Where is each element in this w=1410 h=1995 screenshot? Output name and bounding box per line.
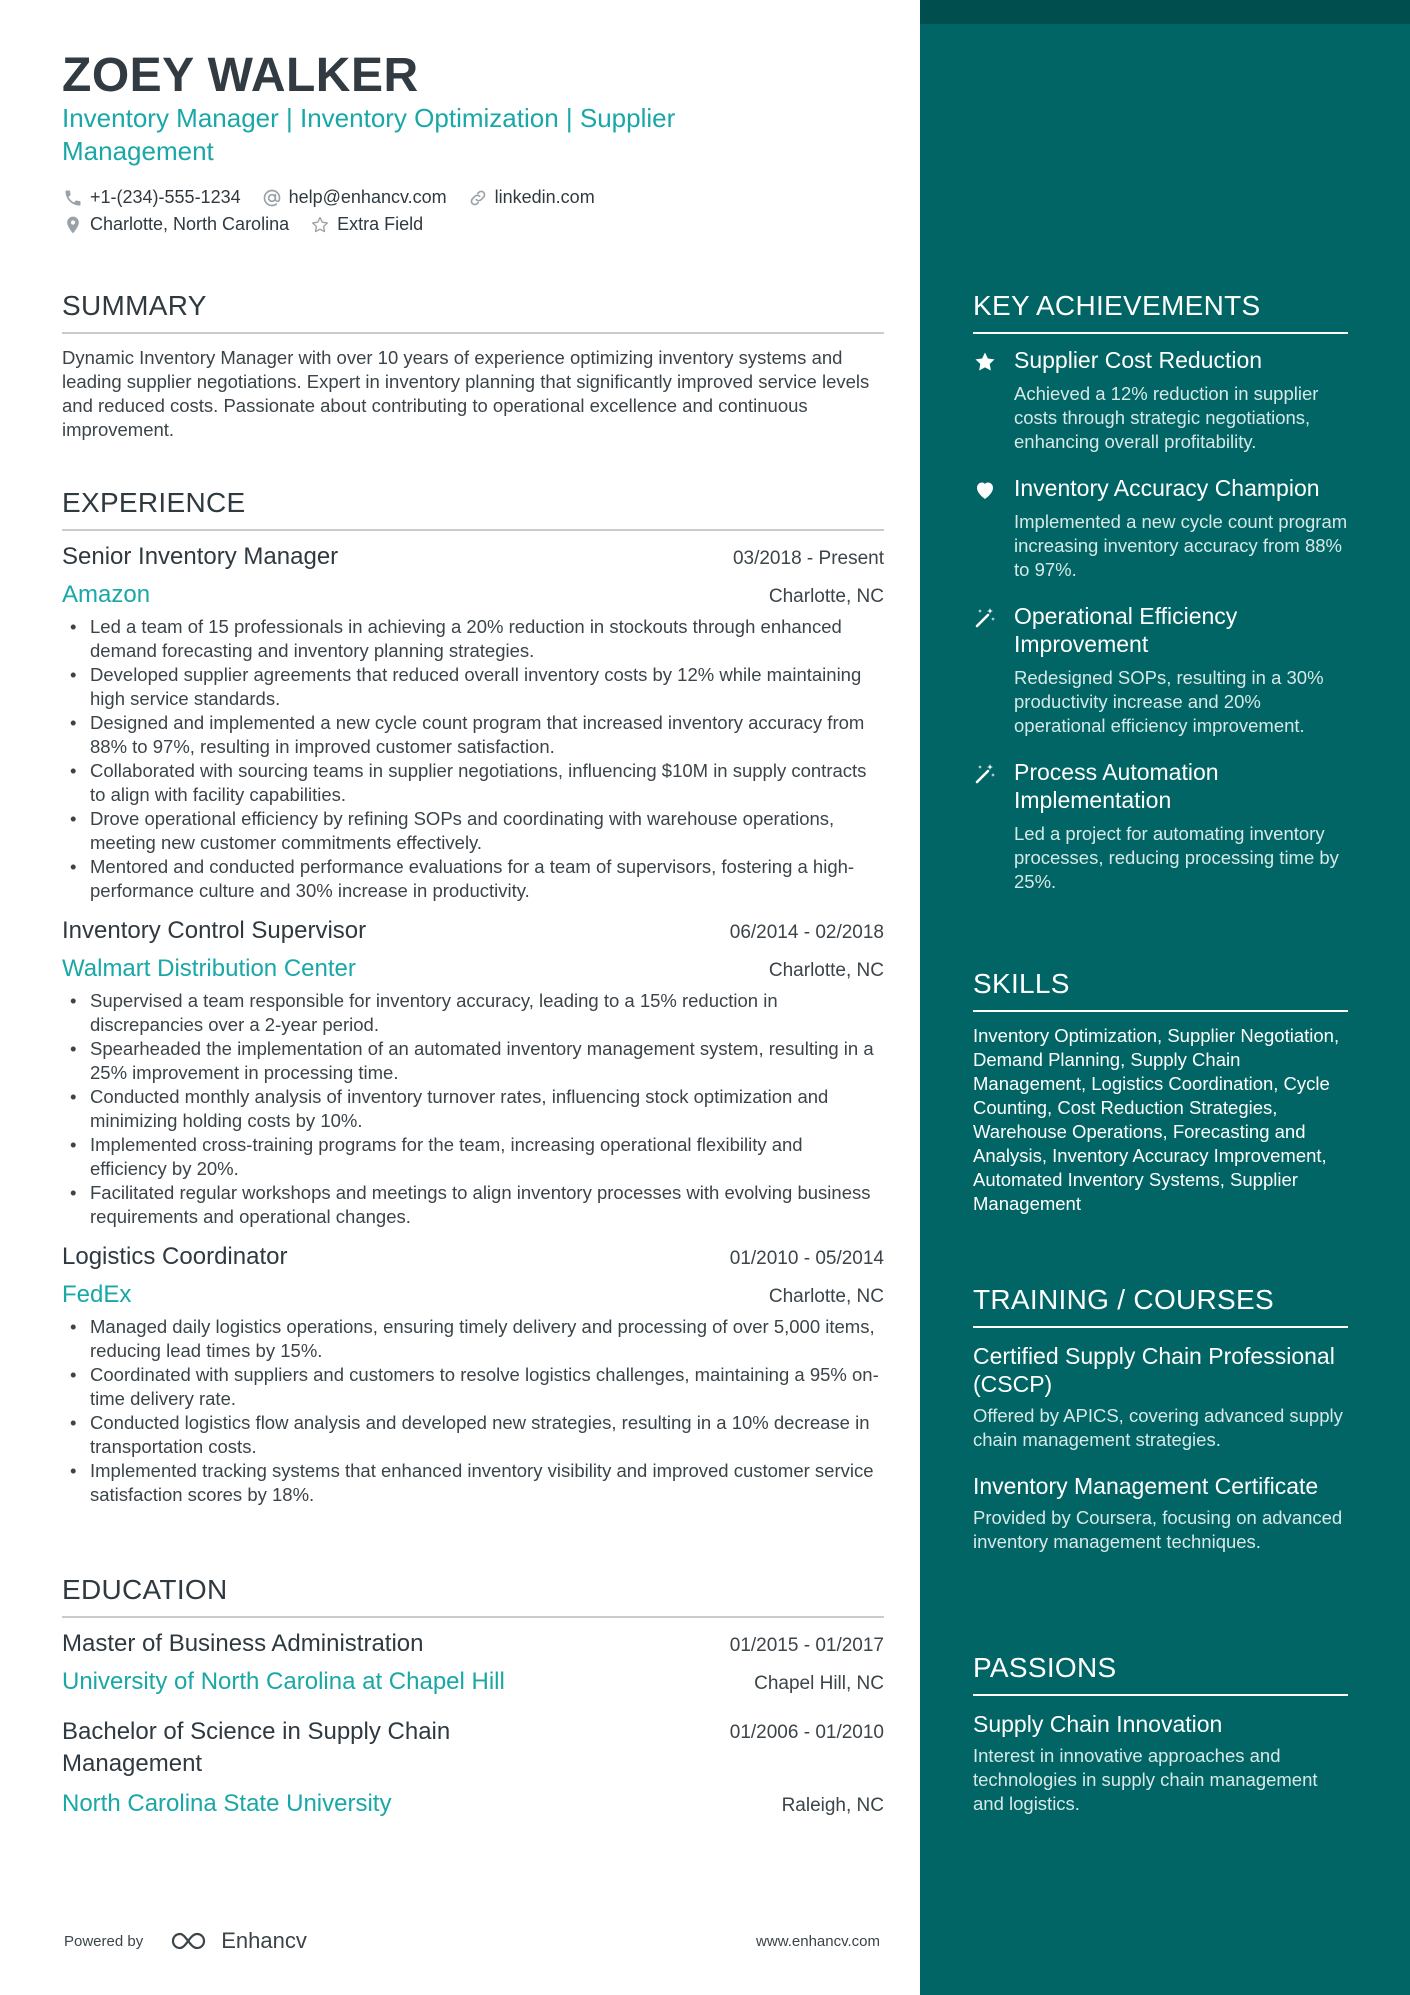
bullet-item: • Drove operational efficiency by refining SOPs and coordinating with warehouse operations, meeting new customer commitments effectively.	[62, 807, 884, 855]
bullet-item: • Conducted monthly analysis of inventory turnover rates, influencing stock optimization and minimizing holding costs by 10%.	[62, 1085, 884, 1133]
achievement-desc: Redesigned SOPs, resulting in a 30% productivity increase and 20% operational efficiency improvement.	[1014, 667, 1324, 736]
sidebar-top-bar	[920, 0, 1410, 24]
footer	[64, 1928, 880, 1954]
sidebar	[920, 0, 1410, 1995]
achievement-title: Inventory Accuracy Champion	[1014, 475, 1320, 501]
magic-wand-icon	[973, 602, 1001, 738]
summary-title: SUMMARY	[62, 290, 884, 334]
bullet-item: • Led a team of 15 professionals in achieving a 20% reduction in stockouts through enhanced demand forecasting and inventory planning strategies.	[62, 615, 884, 663]
job-location: Charlotte, NC	[768, 960, 884, 981]
link-icon	[467, 187, 489, 209]
bullet-item: • Coordinated with suppliers and customers to resolve logistics challenges, maintaining a 95% on-time delivery rate.	[62, 1363, 884, 1411]
achievement-desc: Implemented a new cycle count program increasing inventory accuracy from 88% to 97%.	[1014, 511, 1348, 580]
job-title: Inventory Control Supervisor	[62, 917, 367, 944]
contact-phone	[62, 187, 241, 209]
bullet-item: • Spearheaded the implementation of an automated inventory management system, resulting in a 25% improvement in processing time.	[62, 1037, 884, 1085]
candidate-name: ZOEY WALKER	[62, 49, 419, 102]
phone-text: +1-(234)-555-1234	[90, 187, 241, 207]
bullet-item: • Mentored and conducted performance evaluations for a team of supervisors, fostering a high-performance culture and 30% increase in productivity.	[62, 855, 884, 903]
education-section	[62, 1574, 884, 1818]
school-location: Raleigh, NC	[781, 1795, 884, 1816]
school-location: Chapel Hill, NC	[754, 1673, 884, 1694]
bullet-item: • Implemented tracking systems that enhanced inventory visibility and improved customer service satisfaction scores by 18%.	[62, 1459, 884, 1507]
job-dates: 01/2010 - 05/2014	[729, 1248, 884, 1269]
summary-text: Dynamic Inventory Manager with over 10 years of experience optimizing inventory systems and leading supplier negotiations. Expert in inventory planning that significantly improved service levels and reduced costs. Passionate about contributing to operational excellence and continuous improvement.	[62, 347, 870, 440]
passion-title: Supply Chain Innovation	[973, 1711, 1223, 1737]
extra-field-text: Extra Field	[337, 214, 424, 234]
magic-wand-icon	[973, 758, 1001, 894]
job-location: Charlotte, NC	[768, 586, 884, 607]
degree-title: Master of Business Administration	[62, 1630, 424, 1657]
bullet-item: • Managed daily logistics operations, ensuring timely delivery and processing of over 5,000 items, reducing lead times by 15%.	[62, 1315, 884, 1363]
passion-item	[973, 1710, 1348, 1816]
experience-section	[62, 487, 884, 1507]
at-sign-icon	[261, 187, 283, 209]
school-name: North Carolina State University	[62, 1790, 392, 1817]
achievement-desc: Achieved a 12% reduction in supplier costs through strategic negotiations, enhancing overall profitability.	[1014, 383, 1319, 452]
skills-text: Inventory Optimization, Supplier Negotiation, Demand Planning, Supply Chain Management, Logistics Coordination, Cycle Counting, Cost Reduction Strategies, Warehouse Operations, Forecasting and Analysis, Inventory Accuracy Improvement, Automated Inventory Systems, Supplier Management	[973, 1025, 1340, 1214]
bullet-item: • Conducted logistics flow analysis and developed new strategies, resulting in a 10% decrease in transportation costs.	[62, 1411, 884, 1459]
powered-by	[64, 1928, 307, 1954]
job-location: Charlotte, NC	[768, 1286, 884, 1307]
email-text[interactable]: help@enhancv.com	[288, 187, 447, 207]
location-pin-icon	[62, 214, 84, 236]
job-entry	[62, 1243, 884, 1507]
company-name: Walmart Distribution Center	[62, 955, 356, 982]
job-bullets	[62, 989, 884, 1229]
phone-icon	[62, 187, 84, 209]
enhancv-logo-icon	[169, 1929, 215, 1953]
education-entry	[62, 1630, 884, 1696]
achievement-item	[973, 346, 1348, 454]
course-desc: Offered by APICS, covering advanced supply chain management strategies.	[973, 1405, 1343, 1450]
linkedin-text[interactable]: linkedin.com	[494, 187, 595, 207]
course-item	[973, 1472, 1348, 1554]
company-name: FedEx	[62, 1281, 132, 1308]
education-dates: 01/2006 - 01/2010	[729, 1722, 884, 1743]
contact-location	[62, 214, 289, 236]
skills-title: SKILLS	[973, 968, 1348, 1012]
course-title: Certified Supply Chain Professional (CSCP)	[973, 1343, 1335, 1397]
powered-by-label: Powered by	[64, 1932, 144, 1950]
achievement-title: Process Automation Implementation	[1014, 759, 1219, 813]
passions-section	[973, 1652, 1348, 1816]
degree-title: Bachelor of Science in Supply Chain Management	[62, 1718, 451, 1777]
job-bullets	[62, 615, 884, 903]
job-dates: 06/2014 - 02/2018	[729, 922, 884, 943]
bullet-item: • Designed and implemented a new cycle count program that increased inventory accuracy from 88% to 97%, resulting in improved customer satisfaction.	[62, 711, 884, 759]
education-dates: 01/2015 - 01/2017	[729, 1635, 884, 1656]
brand-logo[interactable]	[169, 1928, 307, 1954]
company-name: Amazon	[62, 581, 151, 608]
course-title: Inventory Management Certificate	[973, 1473, 1319, 1499]
experience-title: EXPERIENCE	[62, 487, 884, 531]
contact-extra	[309, 214, 423, 236]
summary-section	[62, 290, 884, 442]
school-name: University of North Carolina at Chapel Hill	[62, 1668, 505, 1695]
achievements-title: KEY ACHIEVEMENTS	[973, 290, 1348, 334]
bullet-item: • Supervised a team responsible for inventory accuracy, leading to a 15% reduction in discrepancies over a 2-year period.	[62, 989, 884, 1037]
achievement-item	[973, 602, 1348, 738]
job-bullets	[62, 1315, 884, 1507]
job-title: Logistics Coordinator	[62, 1243, 288, 1270]
bullet-item: • Collaborated with sourcing teams in supplier negotiations, influencing $10M in supply contracts to align with facility capabilities.	[62, 759, 884, 807]
passions-title: PASSIONS	[973, 1652, 1348, 1696]
brand-name: Enhancv	[221, 1928, 307, 1953]
location-text: Charlotte, North Carolina	[90, 214, 290, 234]
achievement-title: Operational Efficiency Improvement	[1014, 603, 1238, 657]
achievement-title: Supplier Cost Reduction	[1014, 347, 1263, 373]
course-item	[973, 1342, 1348, 1452]
passion-desc: Interest in innovative approaches and technologies in supply chain management and logistics.	[973, 1745, 1318, 1814]
achievement-item	[973, 758, 1348, 894]
education-entry	[62, 1716, 884, 1818]
bullet-item: • Developed supplier agreements that reduced overall inventory costs by 12% while maintaining high service standards.	[62, 663, 884, 711]
contact-info	[62, 184, 882, 238]
bullet-item: • Implemented cross-training programs for the team, increasing operational flexibility and efficiency by 20%.	[62, 1133, 884, 1181]
job-dates: 03/2018 - Present	[732, 548, 884, 569]
achievement-desc: Led a project for automating inventory processes, reducing processing time by 25%.	[1014, 823, 1339, 892]
training-section	[973, 1284, 1348, 1554]
job-entry	[62, 917, 884, 1229]
training-title: TRAINING / COURSES	[973, 1284, 1348, 1328]
skills-section	[973, 968, 1348, 1216]
star-icon	[973, 346, 1001, 454]
star-outline-icon	[309, 214, 331, 236]
course-desc: Provided by Coursera, focusing on advanced inventory management techniques.	[973, 1507, 1343, 1552]
bullet-item: • Facilitated regular workshops and meetings to align inventory processes with evolving business requirements and operational changes.	[62, 1181, 884, 1229]
contact-email	[261, 187, 447, 209]
contact-linkedin	[467, 187, 595, 209]
education-title: EDUCATION	[62, 1574, 884, 1618]
heart-icon	[973, 474, 1001, 582]
footer-website[interactable]: www.enhancv.com	[756, 1932, 880, 1950]
job-title: Senior Inventory Manager	[62, 543, 339, 570]
achievements-section	[973, 290, 1348, 894]
job-entry	[62, 543, 884, 903]
achievement-item	[973, 474, 1348, 582]
candidate-headline: Inventory Manager | Inventory Optimization | Supplier Management	[62, 103, 676, 166]
